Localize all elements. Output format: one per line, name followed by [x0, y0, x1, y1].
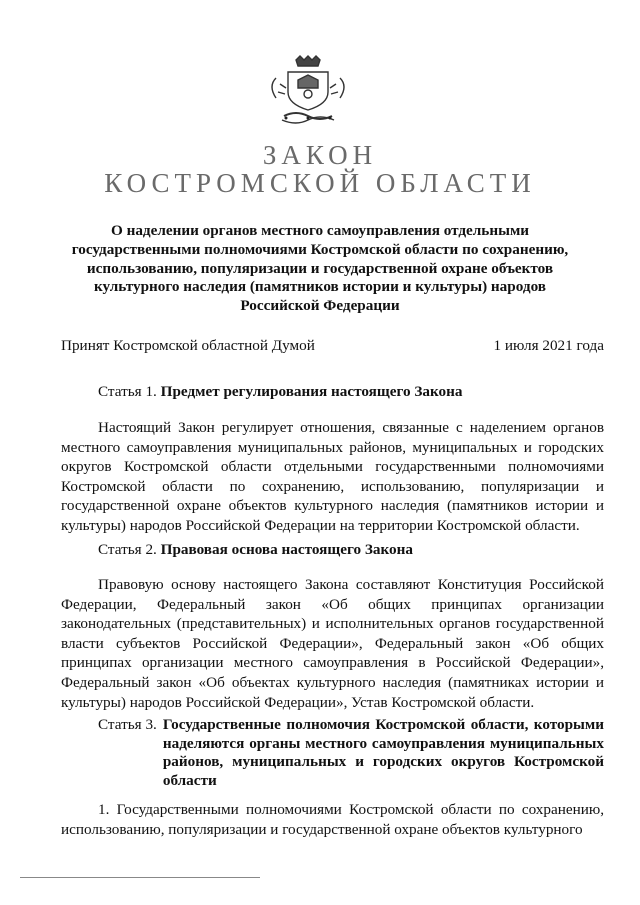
law-title: О наделении органов местного самоуправления отдельными государственными полномочиями Костромской области по сохранению, использованию, популяризации и государственной охране объектов культурного наследия (памятников истории и культуры) народов Российской Федерации [71, 222, 569, 315]
adopted-date: 1 июля 2021 года [493, 337, 604, 354]
law-heading: ЗАКОН [262, 140, 378, 170]
article-1-text: Настоящий Закон регулирует отношения, связанные с наделением органов местного самоуправления муниципальных районов, муниципальных и городских округов Костромской области отдельными государственными полномочиями Костромской области по сохранению, использованию, популяризации и государственной охране объектов культурного наследия (памятников истории и культуры) народов Российской Федерации на территории Костромской области. [61, 419, 604, 534]
article-2-title: Правовая основа настоящего Закона [160, 541, 413, 558]
article-2-text: Правовую основу настоящего Закона составляют Конституция Российской Федерации, Федеральный закон «Об общих принципах организации законодательных (представительных) и исполнительных органов государственной власти субъектов Российской Федерации», Федеральный закон «Об общих принципах организации местного самоуправления в Российской Федерации», Федеральный закон «Об объектах культурного наследия (памятниках истории и культуры) народов Российской Федерации», Устав Костромской области. [61, 576, 604, 711]
footer-divider [20, 877, 260, 878]
article-3-title: Государственные полномочия Костромской области, которыми наделяются органы местного самоуправления муниципальных районов, муниципальных и городских округов Костромской области [162, 716, 604, 789]
article-3-label: Статья 3. [98, 716, 157, 733]
adopted-by: Принят Костромской областной Думой [61, 337, 315, 354]
article-1-label: Статья 1. [98, 383, 157, 400]
coat-of-arms-icon [262, 54, 354, 130]
article-1-heading [98, 383, 462, 401]
article-1-title: Предмет регулирования настоящего Закона [160, 383, 463, 400]
article-2-label: Статья 2. [98, 541, 157, 558]
article-3-text: 1. Государственными полномочиями Костромской области по сохранению, использованию, популяризации и государственной охране объектов культурного [61, 801, 604, 838]
article-2-heading [98, 541, 413, 559]
adoption-line [61, 337, 604, 355]
region-heading: КОСТРОМСКОЙ ОБЛАСТИ [104, 168, 536, 198]
article-3-heading [98, 716, 604, 790]
